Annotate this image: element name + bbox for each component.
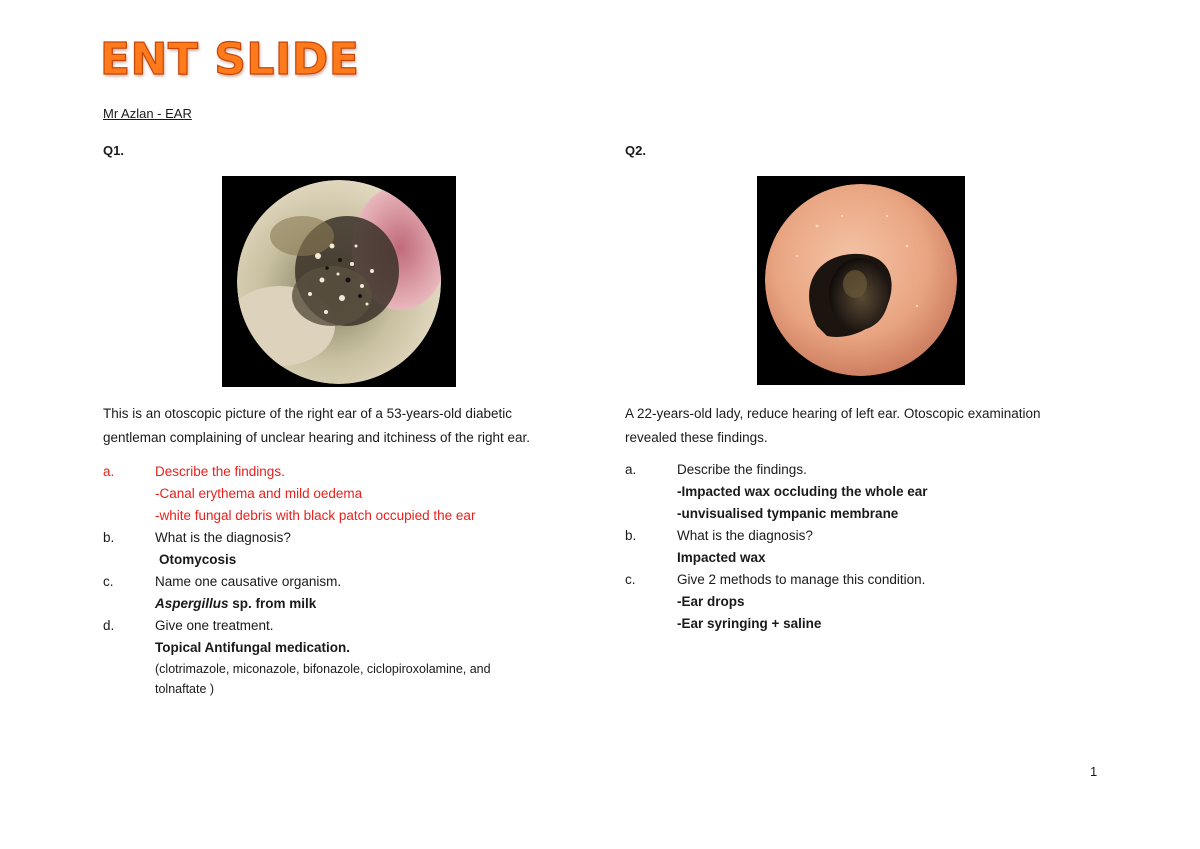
q1-a-answer2: -white fungal debris with black patch occupied the ear — [155, 508, 476, 523]
q1-intro-line1: This is an otoscopic picture of the right ear of a 53-years-old diabetic — [103, 406, 512, 421]
q1-d-question: Give one treatment. — [155, 618, 274, 633]
page-number: 1 — [1090, 764, 1098, 779]
q1-d-answer: Topical Antifungal medication. — [155, 640, 351, 655]
q2-c-question: Give 2 methods to manage this condition. — [677, 572, 926, 587]
page-title: ENT SLIDE — [100, 34, 360, 85]
q1-question-list — [103, 461, 583, 699]
q1-c-answer-rest: sp. from milk — [228, 596, 317, 611]
q2-a-marker: a. — [625, 462, 637, 477]
q2-b-question: What is the diagnosis? — [677, 528, 813, 543]
q1-c-answer — [155, 593, 583, 615]
q1-d-note2: tolnaftate ) — [155, 682, 215, 696]
q2-a-answer1: -Impacted wax occluding the whole ear — [677, 484, 928, 499]
q2-a-answer2: -unvisualised tympanic membrane — [677, 506, 899, 521]
q1-label: Q1. — [103, 143, 124, 158]
q2-question-list — [625, 459, 1105, 635]
q2-otoscopic-image — [757, 176, 965, 385]
q2-c-answer1: -Ear drops — [677, 594, 745, 609]
q1-d-marker: d. — [103, 618, 115, 633]
q1-a-question: Describe the findings. — [155, 464, 285, 479]
q1-otoscopic-svg — [222, 176, 456, 387]
q2-item-c — [625, 569, 1105, 635]
q2-intro — [625, 402, 1040, 450]
q2-label: Q2. — [625, 143, 646, 158]
q2-item-a — [625, 459, 1105, 525]
q1-c-marker: c. — [103, 574, 114, 589]
q2-b-marker: b. — [625, 528, 637, 543]
q2-c-marker: c. — [625, 572, 636, 587]
q1-item-d — [103, 615, 583, 699]
q1-a-marker: a. — [103, 464, 115, 479]
q1-item-c — [103, 571, 583, 615]
q1-item-b — [103, 527, 583, 571]
q1-intro — [103, 402, 530, 450]
q2-c-answer2: -Ear syringing + saline — [677, 616, 822, 631]
q1-b-answer: Otomycosis — [159, 552, 237, 567]
q2-otoscopic-svg — [757, 176, 965, 385]
q2-intro-line1: A 22-years-old lady, reduce hearing of left ear. Otoscopic examination — [625, 406, 1041, 421]
q1-c-answer-genus: Aspergillus — [155, 596, 229, 611]
q1-a-answer1: -Canal erythema and mild oedema — [155, 486, 363, 501]
q1-d-note1: (clotrimazole, miconazole, bifonazole, ciclopiroxolamine, and — [155, 662, 491, 676]
author-line: Mr Azlan - EAR — [103, 106, 192, 121]
q2-item-b — [625, 525, 1105, 569]
q1-intro-line2: gentleman complaining of unclear hearing and itchiness of the right ear. — [103, 430, 531, 445]
q1-item-a — [103, 461, 583, 527]
q1-b-marker: b. — [103, 530, 115, 545]
q1-otoscopic-image — [222, 176, 456, 387]
q2-intro-line2: revealed these findings. — [625, 430, 768, 445]
q2-a-question: Describe the findings. — [677, 462, 807, 477]
q1-c-question: Name one causative organism. — [155, 574, 342, 589]
q2-b-answer: Impacted wax — [677, 550, 766, 565]
q1-b-question: What is the diagnosis? — [155, 530, 291, 545]
